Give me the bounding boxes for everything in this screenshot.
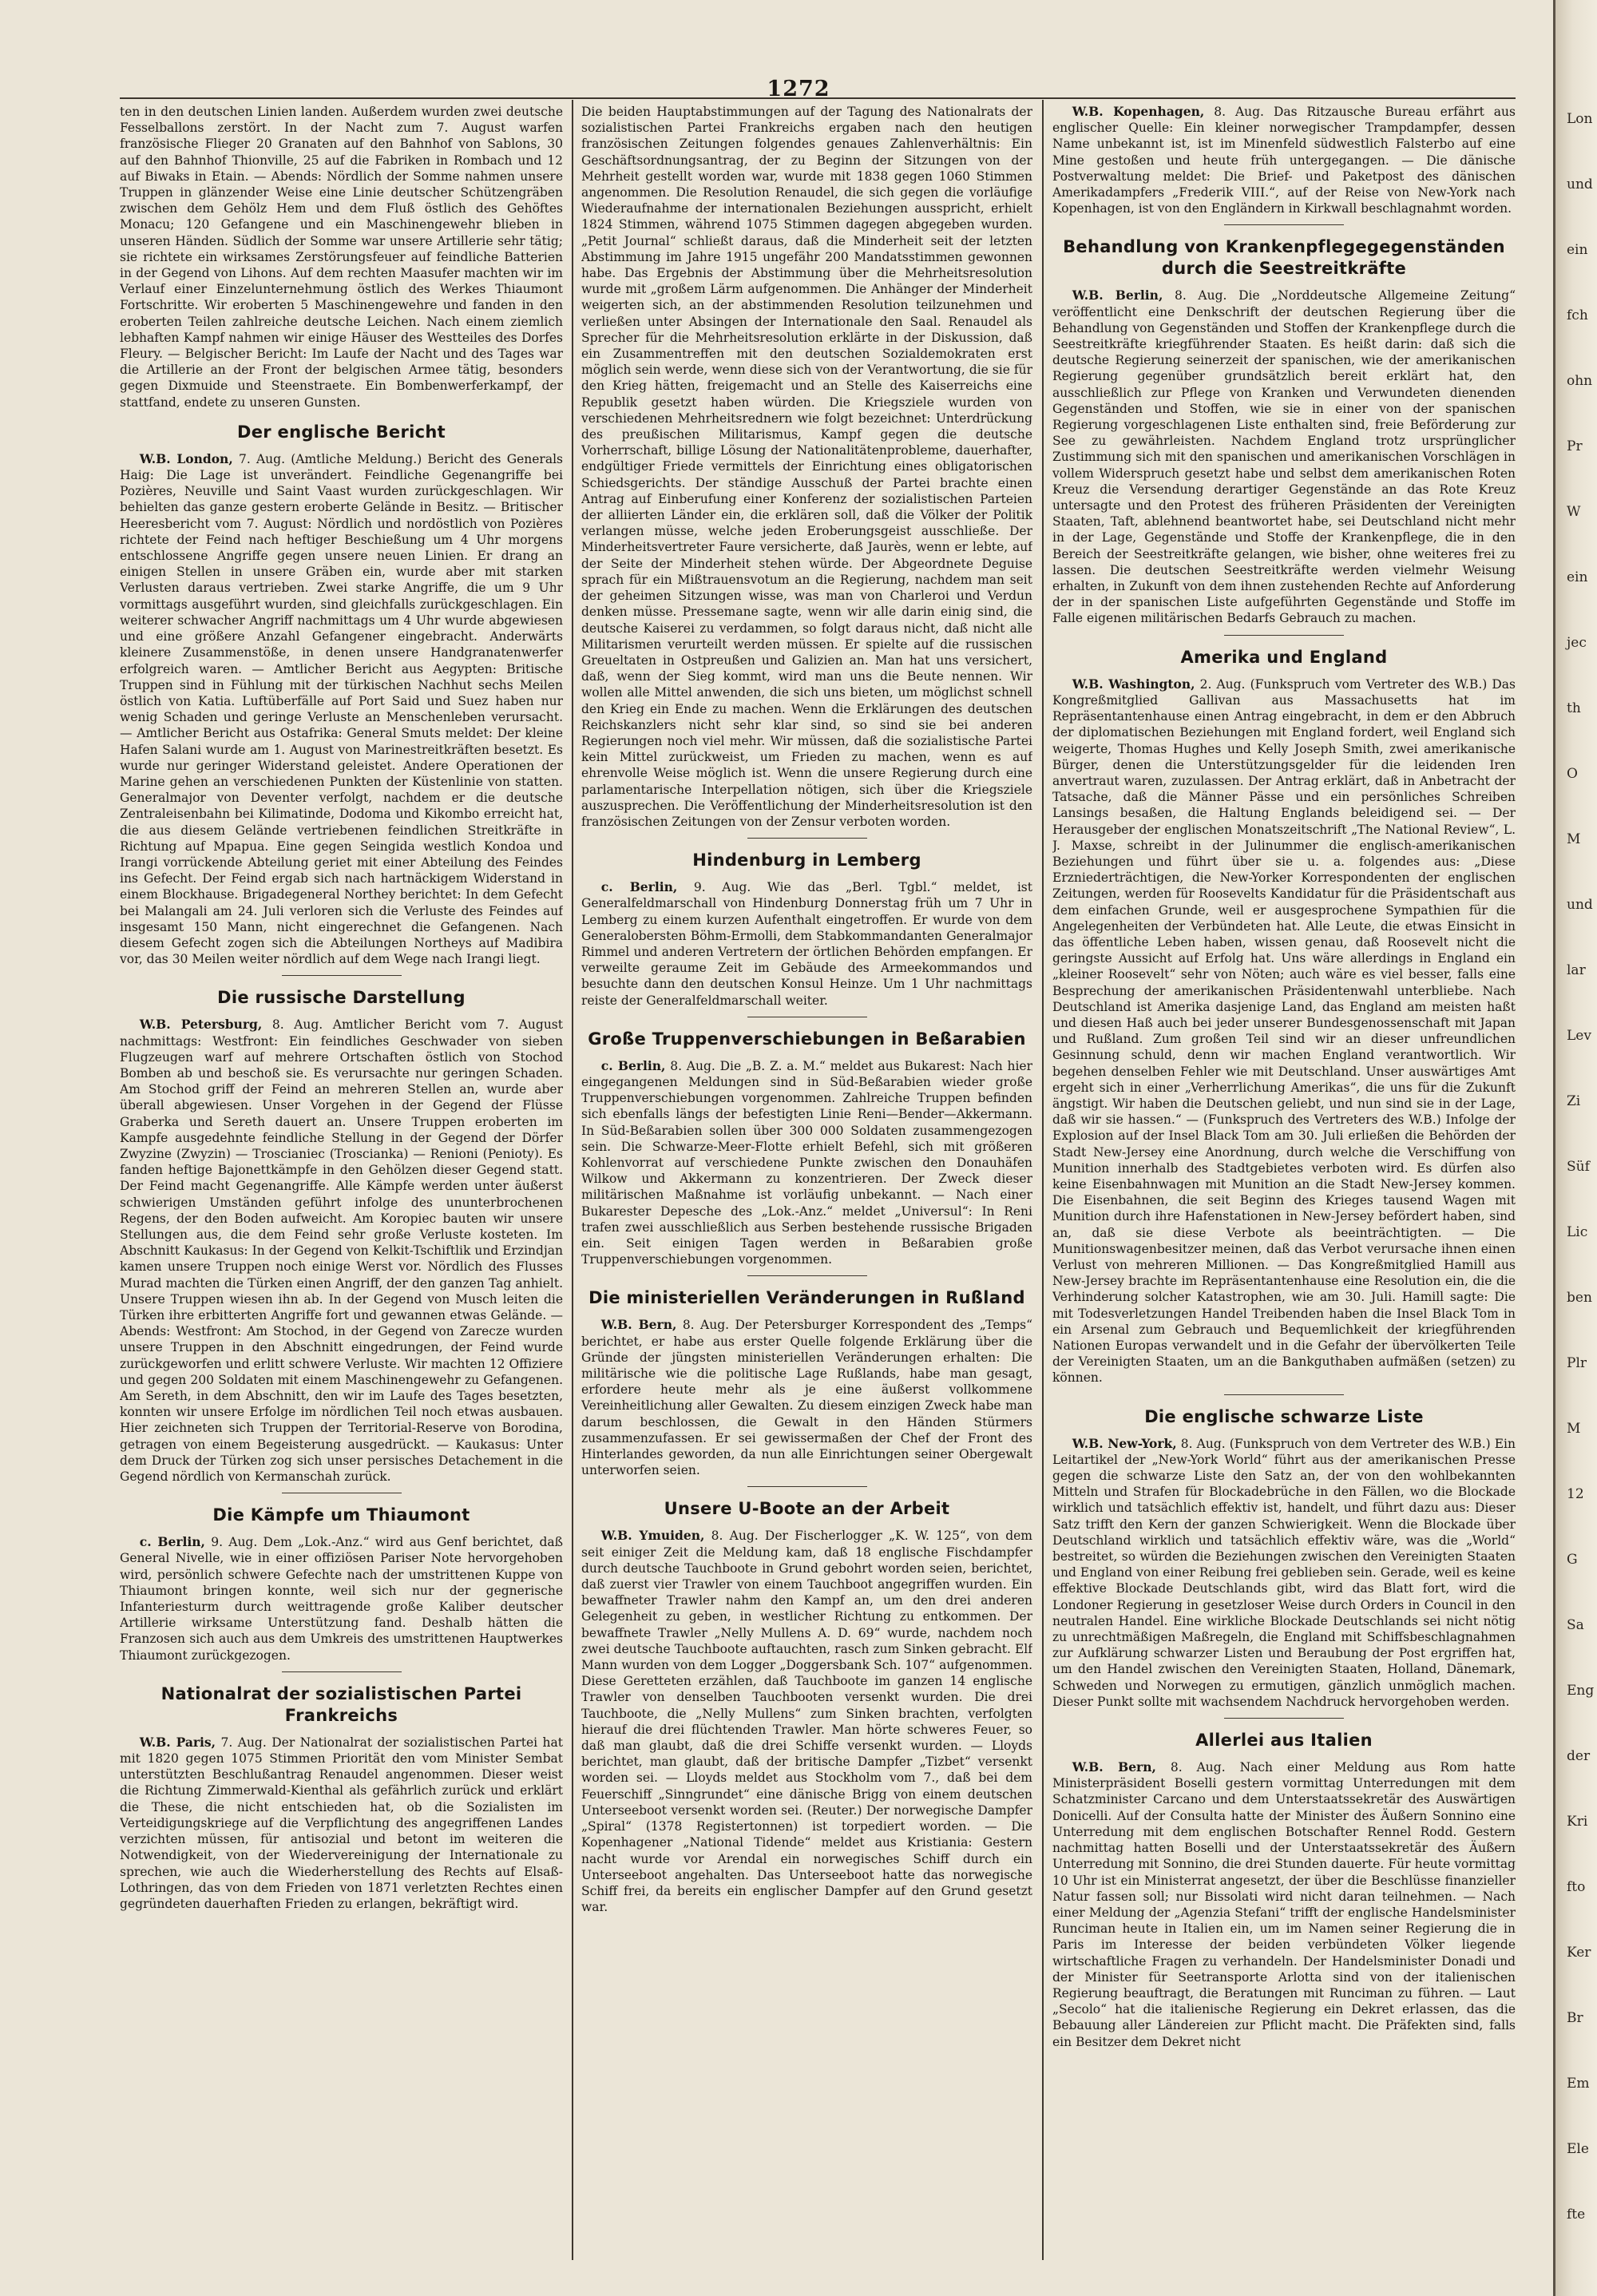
article-body: 2. Aug. (Funkspruch vom Vertreter des W.B.) Das Kongreßmitglied Gallivan aus Massachusetts hat im Repräsentantenhause einen Antrag eingebracht, in dem er den Abbruch der diplomatischen Beziehungen mit England fordert, weil England sich weigerte, Thomas Hughes und Kelly Joseph Smith, zwei amerikanische Bürger, denen die Unterstützungsgelder für die leidenden Iren anvertraut waren, zuzulassen. Der Antrag erklärt, daß in Anbetracht der Tatsache, daß die Männer Pässe und ein persönliches Schreiben Lansings besaßen, die Haltung Englands beleidigend sei. — Der Herausgeber der englischen Monatszeitschrift „The National Review“, L. J. Maxse, schreibt in der Julinummer die englisch-amerikanischen Beziehungen und führt über sie u. a. folgendes aus: „Diese Erzniederträchtigen, die New-Yorker Korrespondenten der englischen Zeitungen, werden für Roosevelts Kandidatur für die Präsidentschaft aus dem einfachen Grunde, weil er ausgesprochene Sympathien für die Angelegenheiten der Verbündeten hat. Alle Leute, die etwas Einsicht in das öffentliche Leben haben, wissen genau, daß Roosevelt nicht die geringste Aussicht auf Erfolg hat. Uns wäre allerdings in England ein „kleiner Roosevelt“ sehr von Nöten; auch wäre es viel besser, falls eine Besprechung der amerikanischen Präsidentenwahl unterbliebe. Nach Deutschland ist Amerika dasjenige Land, das England am meisten haßt und diesen Haß auch bei jeder unserer Bundesgenossenschaft mit Japan und Rußland. Zum großen Teil sind wir an dieser unfreundlichen Gesinnung schuld, denn wir machen England verantwortlich. Wir begehen denselben Fehler wie mit Deutschland. Unser auswärtiges Amt ergeht sich in einer „Verherrlichung Amerikas“, die uns für die Zukunft ängstigt. Wir haben die Deutschen geliebt, und nun sind sie in der Lage, daß wir sie hassen.“ — (Funkspruch des Vertreters des W.B.) Infolge der Explosion auf der Insel Black Tom am 30. Juli erließen die Behörden der Stadt New-Jersey eine Anordnung, durch welche die Verschiffung von Munition innerhalb des Stadtgebietes verboten wird. Es dürfen also keine Eisenbahnwagen mit Munition an die Stadt New-Jersey kommen. Die Eisenbahnen, die seit Beginn des Krieges tausend Wagen mit Munition durch ihre Hafenstationen in New-Jersey befördert haben, sind an, daß sie diese Verbote als beeinträchtigten. — Die Munitionswagenbesitzer meinen, daß das Verbot verursache ihnen einen Verlust von mehreren Millionen. — Das Kongreßmitglied Hamill aus New-Jersey brachte im Repräsentantenhause eine Resolution ein, die die Verhinderung solcher Katastrophen, wie am 30. Juli. Hamill sagte: Die mit Todesverletzungen Handel Treibenden haben die Insel Black Tom in ein Arsenal zum Gebrauch und Bequemlichkeit der kriegführenden Nationen Europas verwandelt und in die Gefahr der übervölkerten Teile der Vereinigten Staaten, um an die Bankguthaben aufmäßen (setzen) zu können. xyxy=(1052,676,1516,1386)
adjacent-page-fragment: G xyxy=(1567,1552,1578,1568)
headline-englische-bericht: Der englische Bericht xyxy=(237,422,446,442)
article-body: 7. Aug. (Amtliche Meldung.) Bericht des Generals Haig: Die Lage ist unverändert. Feindliche Gegenangriffe bei Pozières, Neuville und Saint Vaast wurden zurückgeschlagen. Wir behielten das ganze gestern eroberte Gelände in Besitz. — Britischer Heeresbericht vom 7. August: Nördlich und nordöstlich von Pozières richtete der Feind nach heftiger Beschießung um 4 Uhr morgens entschlossene Angriffe gegen unsere neuen Linien. Er drang an einigen Stellen in unsere Gräben ein, wurde aber mit starken Verlusten daraus vertrieben. Zwei starke Angriffe, die um 9 Uhr vormittags ausgeführt wurden, sind gleichfalls zurückgeschlagen. Ein weiterer schwacher Angriff nachmittags um 4 Uhr wurde abgewiesen und eine größere Anzahl Gefangener eingebracht. Anderwärts kleinere Zusammenstöße, in denen unsere Handgranatenwerfer erfolgreich waren. — Amtlicher Bericht aus Aegypten: Britische Truppen sind in Fühlung mit der türkischen Nachhut sechs Meilen östlich von Katia. Luftüberfälle auf Port Said und Suez haben nur wenig Schaden und geringe Verluste an Menschenleben verursacht. — Amtlicher Bericht aus Ostafrika: General Smuts meldet: Der kleine Hafen Salani wurde am 1. August von Marinestreitkräften besetzt. Es wurde nur geringer Widerstand geleistet. Andere Operationen der Marine gehen an verschiedenen Punkten der Küstenlinie von statten. Generalmajor von Deventer verfolgt, nachdem er die deutsche Zentraleisenbahn bei Kilimatinde, Dodoma und Kikombo erreicht hat, die aus diesem Gelände vertriebenen feindlichen Streitkräfte in Richtung auf Mpapua. Eine gegen Seingida westlich Kondoa und Irangi vorrückende Abteilung geriet mit einer Abteilung des Feindes ins Gefecht. Der Feind ergab sich nach hartnäckigem Widerstand in einem Blockhause. Brigadegeneral Northey berichtet: In dem Gefecht bei Malangali am 24. Juli verloren sich die Verluste des Feindes auf insgesamt 150 Mann, nicht eingerechnet die Gefangenen. Nach diesem Gefecht zogen sich die Abteilungen Northeys auf Madibira vor, das 30 Meilen weiter nördlich auf dem Wege nach Irangi liegt. xyxy=(120,451,563,967)
adjacent-page-fragment: fte xyxy=(1567,2207,1586,2223)
dateline: W.B. Bern, xyxy=(600,1317,677,1333)
adjacent-page-fragment: Plr xyxy=(1567,1355,1587,1371)
column-1 xyxy=(120,104,563,2260)
headline-hindenburg-lemberg: Hindenburg in Lemberg xyxy=(692,851,921,870)
dateline: c. Berlin, xyxy=(600,879,678,895)
adjacent-page-fragment: Zi xyxy=(1567,1093,1581,1109)
separator xyxy=(747,1275,867,1276)
adjacent-page-fragment: lar xyxy=(1567,962,1586,978)
adjacent-page-fragment: Lon xyxy=(1567,111,1593,127)
adjacent-page-fragment: jec xyxy=(1567,635,1587,651)
article-ministerielle-veraenderungen xyxy=(581,1317,1032,1478)
adjacent-page-fragment: W xyxy=(1567,504,1581,520)
separator xyxy=(747,1486,867,1487)
adjacent-page-fragment: Lic xyxy=(1567,1224,1588,1240)
article-kaempfe-thiaumont xyxy=(120,1534,563,1664)
adjacent-page-fragment: ein xyxy=(1567,242,1588,258)
adjacent-page-fragment: und xyxy=(1567,897,1593,913)
separator xyxy=(1224,1394,1344,1395)
article-nationalrat xyxy=(120,1735,563,1912)
adjacent-page-fragment: Ele xyxy=(1567,2141,1589,2157)
article-body: 9. Aug. Wie das „Berl. Tgbl.“ meldet, ist Generalfeldmarschall von Hindenburg Donnerstag früh um 7 Uhr in Lemberg zu einem kurzen Aufenthalt eingetroffen. Er wurde von dem Generalobersten Böhm-Ermolli, dem Stabkommandanten Generalmajor Rimmel und anderen Vertretern der örtlichen Behörden empfangen. Er verweilte geraume Zeit im Gebäude des Armeekommandos und besuchte dann den deutschen Konsul Heinze. Um 1 Uhr nachmittags reiste der Generalfeldmarschall weiter. xyxy=(581,880,1032,1008)
article-amerika-england xyxy=(1052,676,1516,1386)
adjacent-page-fragment: Kri xyxy=(1567,1814,1588,1830)
column-2 xyxy=(581,104,1032,2260)
adjacent-page-fragment: Pr xyxy=(1567,438,1583,454)
article-bessarabien xyxy=(581,1058,1032,1268)
adjacent-page-fragment: Ker xyxy=(1567,1945,1591,1961)
article-body: 7. Aug. Der Nationalrat der sozialistischen Partei hat mit 1820 gegen 1075 Stimmen Priorität den vom Minister Sembat unterstützten Beschlußantrag Renaudel angenommen. Dieser weist die Richtung Zimmerwald-Kienthal als gefährlich zurück und erklärt die These, die nicht entschieden hat, ob die Sozialisten im Verteidigungskriege auf die Verpflichtung des angegriffenen Landes verzichten müssen, für antisozial und betont im weiteren die Notwendigkeit, von der Wiedervereinigung der Internationale zu sprechen, wie auch die Wiederherstellung des Rechts auf Elsaß-Lothringen, das von dem Frieden von 1871 verletzten Rechtes einen gegründeten dauerhaften Frieden zu erlangen, bekräftigt wird. xyxy=(120,1735,563,1911)
adjacent-page-fragment: ein xyxy=(1567,569,1588,585)
adjacent-page-fragment: O xyxy=(1567,766,1578,782)
adjacent-page-edge xyxy=(1553,0,1597,2296)
adjacent-page-fragment: Lev xyxy=(1567,1028,1591,1044)
article-body: 9. Aug. Dem „Lok.-Anz.“ wird aus Genf berichtet, daß General Nivelle, wie in einer offiziösen Pariser Note hervorgehoben wird, persönlich schwere Gefechte nach der umstrittenen Kuppe von Thiaumont bringen konnte, weil sich nur der gegnerische Infanteriesturm durch weittragende große Kaliber deutscher Artillerie wirksame Unterstützung fand. Deshalb hätten die Franzosen sich auch aus dem Umkreis des umstrittenen Hauptwerkes Thiaumont zurückgezogen. xyxy=(120,1535,563,1663)
separator xyxy=(282,975,402,976)
adjacent-page-fragment: M xyxy=(1567,831,1581,847)
header-rule xyxy=(120,97,1516,99)
article-body: 8. Aug. Der Fischerlogger „K. W. 125“, von dem seit einiger Zeit die Meldung kam, daß 18 englische Fischdampfer durch deutsche Tauchboote in Grund gebohrt worden seien, berichtet, daß zuerst vier Trawler von einem Tauchboot angegriffen wurden. Ein bewaffneter Trawler nahm den Kampf an, um den drei anderen Gelegenheit zu geben, in westlicher Richtung zu entkommen. Der bewaffnete Trawler „Nelly Mullens A. D. 69“ wurde, nachdem noch zwei deutsche Tauchboote auftauchten, rasch zum Sinken gebracht. Elf Mann wurden von dem Logger „Doggersbank Sch. 107“ aufgenommen. Diese Geretteten erzählen, daß Tauchboote im ganzen 14 englische Trawler von denselben Tauchbooten versenkt wurden. Die drei Tauchboote, die „Nelly Mullens“ zum Sinken brachten, verfolgten hierauf die drei flüchtenden Trawler. Man hörte schweres Feuer, so daß man glaubt, daß die drei Schiffe versenkt wurden. — Lloyds berichtet, man glaubt, daß der britische Dampfer „Tizbet“ versenkt worden sei. — Lloyds meldet aus Stockholm vom 7., daß bei dem Feuerschiff „Sinngrundet“ eine dänische Brigg von einem deutschen Unterseeboot versenkt worden sei. (Reuter.) Der norwegische Dampfer „Spiral“ (1378 Registertonnen) ist torpediert worden. — Die Kopenhagener „National Tidende“ meldet aus Kristiania: Gestern nacht wurde vor Arendal ein norwegisches Schiff durch ein Unterseeboot angehalten. Das Unterseeboot hatte das norwegische Schiff frei, da bereits ein englischer Dampfer auf den Grund gesetzt war. xyxy=(581,1529,1032,1915)
headline-u-boote: Unsere U-Boote an der Arbeit xyxy=(664,1499,950,1519)
adjacent-page-fragment: fch xyxy=(1567,307,1588,323)
dateline: W.B. London, xyxy=(139,450,233,466)
headline-russische-darstellung: Die russische Darstellung xyxy=(217,988,466,1008)
dateline: W.B. Kopenhagen, xyxy=(1072,104,1205,119)
headline-bessarabien: Große Truppenverschiebungen in Beßarabien xyxy=(588,1029,1026,1049)
adjacent-page-fragment: Süf xyxy=(1567,1159,1590,1175)
adjacent-page-fragment: der xyxy=(1567,1748,1591,1764)
headline-krankenpflege: Behandlung von Krankenpflegegegenständen durch die Seestreitkräfte xyxy=(1063,237,1505,279)
adjacent-page-fragment: fto xyxy=(1567,1879,1586,1895)
article-body: 8. Aug. (Funkspruch von dem Vertreter des W.B.) Ein Leitartikel der „New-York World“ führt aus der amerikanischen Presse gegen die schwarze Liste den Satz an, der von den wohlbekannten Mitteln und Strafen für Blockadebrüche in den Fällen, wo die Blockade wirklich und tatsächlich effektiv ist, handelt, und führt dazu aus: Dieser Satz trifft den Kern der ganzen Schwierigkeit. Wenn die Blockade über Deutschland wirklich und tatsächlich effektiv wäre, was die „World“ bestreitet, so würden die Beziehungen zwischen den Vereinigten Staaten und England von einer Reibung frei geblieben sein. Gerade, weil es keine effektive Blockade Deutschlands gibt, wird das Blatt fort, wird die Londoner Regierung in gesetzloser Weise durch Orders in Council in den neutralen Handel. Eine wirkliche Blockade Deutschlands sei nicht nötig zu unrechtmäßigen Maßregeln, die England mit Schiffsbeschlagnahmen zur Aufklärung schwarzer Listen und Beraubung der Post ergriffen hat, um den Handel zwischen den Vereinigten Staaten, Holland, Dänemark, Schweden und Norwegen zu ermutigen, gänzlich unmöglich machen. Dieser Punkt sollte mit wachsendem Nachdruck hervorgehoben werden. xyxy=(1052,1436,1516,1709)
adjacent-page-fragment: ohn xyxy=(1567,373,1593,389)
adjacent-page-fragment: 12 xyxy=(1567,1486,1584,1502)
dateline: W.B. Ymuiden, xyxy=(600,1528,705,1544)
separator xyxy=(1224,635,1344,636)
separator xyxy=(1224,1718,1344,1719)
adjacent-page-fragment: Eng xyxy=(1567,1683,1595,1699)
article-body: 8. Aug. Die „Norddeutsche Allgemeine Zeitung“ veröffentlicht eine Denkschrift der deutschen Regierung über die Behandlung von Gegenständen und Stoffen der Krankenpflege durch die Seestreitkräfte kriegführender Staaten. Es heißt darin: daß sich die deutsche Regierung seinerzeit der spanischen, wie der amerikanischen Regierung gegenüber grundsätzlich bereit erklärt hat, den ausschließlich zur Pflege von Kranken und Verwundeten dienenden Gegenständen und Stoffen, wie sie in einer von der spanischen Regierung vorgeschlagenen Liste enthalten sind, freie Beförderung zur See zu gewährleisten. Nachdem England trotz ursprünglicher Zustimmung sich mit den spanischen und amerikanischen Vorschlägen in vollem Widerspruch gesetzt habe und selbst dem amerikanischen Roten Kreuz die Versendung derartiger Gegenstände an das Rote Kreuz untersagte und den Protest des früheren Präsidenten der Vereinigten Staaten, Taft, ablehnend beantwortet habe, sei Deutschland nicht mehr in der Lage, Gegenstände und Stoffe der Krankenpflege, die in den Bereich der Seestreitkräfte gelangen, wie bisher, ohne weiteres frei zu lassen. Die deutschen Seestreitkräfte werden vielmehr Weisung erhalten, in Zukunft von dem ihnen zustehenden Rechte auf Anforderung der in der spanischen Liste aufgeführten Gegenstände und Stoffe im Falle eigenen militärischen Bedarfs Gebrauch zu machen. xyxy=(1052,288,1516,626)
article-continuation: ten in den deutschen Linien landen. Außerdem wurden zwei deutsche Fesselballons zerstört. In der Nacht zum 7. August warfen französische Flieger 20 Granaten auf den Bahnhof von Sablons, 30 auf den Bahnhof Thionville, 25 auf die Fabriken in Rombach und 12 auf Biwaks in Etain. — Abends: Nördlich der Somme nahmen unsere Truppen in glänzender Weise eine Linie deutscher Schützengräben zwischen dem Gehölz Hem und dem Fluß östlich des Gehöftes Monacu; 120 Gefangene und ein Maschinengewehr blieben in unseren Händen. Südlich der Somme war unsere Artillerie sehr tätig; sie richtete ein wirksames Zerstörungsfeuer auf feindliche Batterien in der Gegend von Lihons. Auf dem rechten Maasufer machten wir im Verlauf einer Einzelunternehmung östlich des Werkes Thiaumont Fortschritte. Wir eroberten 5 Maschinengewehre und fanden in den eroberten Teilen zahlreiche deutsche Leichen. Nach einem ziemlich lebhaften Kampf nahmen wir einige Häuser des Westteiles des Dorfes Fleury. — Belgischer Bericht: Im Laufe der Nacht und des Tages war die Artillerie an der Front der belgischen Armee tätig, besonders gegen Dixmuide und Steenstraete. Ein Bombenwerferkampf, der stattfand, endete zu unseren Gunsten. xyxy=(120,105,563,410)
headline-ministerielle-veraenderungen: Die ministeriellen Veränderungen in Rußland xyxy=(588,1288,1025,1308)
adjacent-page-fragment: th xyxy=(1567,700,1581,716)
dateline: W.B. Berlin, xyxy=(1072,287,1163,303)
article-englische-bericht xyxy=(120,451,563,968)
headline-nationalrat: Nationalrat der sozialistischen Partei Frankreichs xyxy=(160,1683,522,1725)
adjacent-page-fragment: ben xyxy=(1567,1290,1592,1306)
article-u-boote xyxy=(581,1528,1032,1915)
column-rule-1 xyxy=(572,100,573,2260)
dateline: c. Berlin, xyxy=(139,1534,205,1550)
dateline: W.B. Paris, xyxy=(139,1734,216,1750)
article-body: 8. Aug. Die „B. Z. a. M.“ meldet aus Bukarest: Nach hier eingegangenen Meldungen sind in Süd-Beßarabien wieder große Truppenverschiebungen vorgenommen. Zahlreiche Truppen befinden sich ebenfalls längs der befestigten Linie Reni—Bender—Akkermann. In Süd-Beßarabien sollen über 300 000 Soldaten zusammengezogen sein. Die Schwarze-Meer-Flotte erhielt Befehl, sich mit größeren Kohlenvorrat auf verschiedene Punkte zwischen den Donauhäfen Wilkow und Akkermann zu konzentrieren. Der Zweck dieser militärischen Maßnahme ist vorläufig unbekannt. — Nach einer Bukarester Depesche des „Lok.-Anz.“ meldet „Universul“: In Reni trafen zwei ausschließlich aus Serben bestehende russische Brigaden ein. Seit einigen Tagen werden in Beßarabien große Truppenverschiebungen vorgenommen. xyxy=(581,1058,1032,1267)
headline-kaempfe-thiaumont: Die Kämpfe um Thiaumont xyxy=(212,1505,470,1525)
article-schwarze-liste xyxy=(1052,1436,1516,1710)
article-body: 8. Aug. Das Ritzausche Bureau erfährt aus englischer Quelle: Ein kleiner norwegischer Trampdampfer, dessen Name unbekannt ist, ist im Minenfeld südwestlich Falsterbo auf eine Mine gestoßen und heute früh untergegangen. — Die dänische Postverwaltung meldet: Die Brief- und Paketpost des dänischen Amerikadampfers „Frederik VIII.“, auf der Reise von New-York nach Kopenhagen, ist von den Engländern in Kirkwall beschlagnahmt worden. xyxy=(1052,105,1516,216)
headline-amerika-england: Amerika und England xyxy=(1180,647,1388,667)
adjacent-page-fragment: Sa xyxy=(1567,1617,1584,1633)
page-number: 1272 xyxy=(767,77,830,101)
article-body: 8. Aug. Der Petersburger Korrespondent des „Temps“ berichtet, er habe aus erster Quelle folgende Erklärung über die Gründe der jüngsten ministeriellen Veränderungen erhalten: Die militärische wie die politische Lage Rußlands, habe man gesagt, erfordere heute mehr als je eine äußerst vollkommene Vereinheitlichung aller Gewalten. Zu diesem einzigen Zweck habe man darum beschlossen, die Gewalt in den Händen Stürmers zusammenzufassen. Er sei gewissermaßen der Chef der Front des Hinterlandes geworden, da nun alle Einrichtungen seiner Obergewalt unterworfen seien. xyxy=(581,1318,1032,1478)
article-russische-darstellung xyxy=(120,1017,563,1485)
article-italien xyxy=(1052,1759,1516,2050)
article-body: 8. Aug. Amtlicher Bericht vom 7. August nachmittags: Westfront: Ein feindliches Geschwader von sieben Flugzeugen warf auf mehrere Ortschaften östlich von Stochod Bomben ab und beschoß sie. Es verursachte nur geringen Schaden. Am Stochod griff der Feind an mehreren Stellen an, wurde aber überall abgewiesen. Unser Vorgehen in der Gegend der Flüsse Graberka und Sereth dauert an. Unsere Truppen eroberten im Kampfe ausgedehnte feindliche Stellung in der Gegend der Dörfer Zwyzine (Zwyzin) — Troscianiec (Troscianka) — Renioni (Penioty). Es fanden heftige Bajonettkämpfe in den Gehölzen dieser Gegend statt. Der Feind macht Gegenangriffe. Alle Kämpfe werden unter äußerst schwierigen Umständen geführt infolge des ununterbrochenen Regens, der den Boden aufweicht. Am Koropiec bauten wir unsere Stellungen aus, die dem Feind sehr große Verluste kosteten. Im Abschnitt Kaukasus: In der Gegend von Kelkit-Tschiftlik und Erzindjan kamen unsere Truppen noch einige Werst vor. Nördlich des Flusses Murad machten die Türken einen Angriff, der den ganzen Tag anhielt. Unsere Truppen wiesen ihn ab. In der Gegend von Musch leiten die Türken ihre erbitterten Angriffe fort und gewannen etwas Gelände. — Abends: Westfront: Am Stochod, in der Gegend von Zarecze wurden unsere Truppen in den Abschnitt eingedrungen, der Feind wurde zurückgeworfen und erlitt schwere Verluste. Wir machten 12 Offiziere und gegen 200 Soldaten mit einem Maschinengewehr zu Gefangenen. Am Sereth, in dem Abschnitt, den wir im Laufe des Tages besetzten, konnten wir unsere Erfolge im nördlichen Teil noch etwas ausbauen. Hier zeichneten sich Truppen der Territorial-Reserve von Borodina, getragen von einem Begeisterung ausgedrückt. — Kaukasus: Unter dem Druck der Türken zog sich unser persisches Detachement in die Gegend nördlich von Kermanschah zurück. xyxy=(120,1017,563,1485)
headline-schwarze-liste: Die englische schwarze Liste xyxy=(1144,1406,1424,1426)
article-body: 8. Aug. Nach einer Meldung aus Rom hatte Ministerpräsident Boselli gestern vormittag Unterredungen mit dem Schatzminister Carcano und dem Unterstaatssekretär des Auswärtigen Donicelli. Auf der Consulta hatte der Minister des Äußern Sonnino eine Unterredung mit dem englischen Botschafter Rennel Rodd. Gestern nachmittag hatten Boselli und der Unterstaatssekretär des Äußern Unterredung mit Sonnino, die drei Stunden dauerte. Für heute vormittag 10 Uhr ist ein Ministerrat angesetzt, der über die Beschlüsse finanzieller Natur fassen soll; nur Bissolati wird nicht daran teilnehmen. — Nach einer Meldung der „Agenzia Stefani“ trifft der englische Handelsminister Runciman heute in Italien ein, um im Namen seiner Regierung die in Paris im Interesse der beiden verbündeten Völker liegende wirtschaftliche Fragen zu verhandeln. Der Handelsminister Donadi und der Minister für Seetransporte Arlotta sind von der italienischen Regierung beauftragt, die Beratungen mit Runciman zu führen. — Laut „Secolo“ hat die italienische Regierung ein Dekret erlassen, das die Bebauung aller Ländereien zur Pflicht macht. Die Präfekten sind, falls ein Besitzer dem Dekret nicht xyxy=(1052,1760,1516,2049)
separator xyxy=(747,838,867,839)
article-hindenburg-lemberg xyxy=(581,879,1032,1009)
column-rule-2 xyxy=(1042,100,1044,2260)
dateline: W.B. Washington, xyxy=(1072,676,1195,692)
adjacent-page-fragment: M xyxy=(1567,1421,1581,1437)
article-krankenpflege xyxy=(1052,287,1516,626)
article-continuation: Die beiden Hauptabstimmungen auf der Tagung des Nationalrats der sozialistischen Partei Frankreichs ergaben nach den heutigen französischen Zeitungen folgendes genaues Zahlenverhältnis: Ein Geschäftsordnungsantrag, der zu Beginn der Sitzungen von der Mehrheit gestellt worden war, wurde mit 1838 gegen 1060 Stimmen angenommen. Die Resolution Renaudel, die sich gegen die vorläufige Wiederaufnahme der internationalen Beziehungen ausspricht, erhielt 1824 Stimmen, während 1075 Stimmen dagegen abgegeben wurden. „Petit Journal“ schließt daraus, daß die Minderheit seit der letzten Abstimmung im Jahre 1915 ungefähr 200 Mandatsstimmen gewonnen habe. Das Ergebnis der Abstimmung über die Mehrheitsresolution wurde mit „großem Lärm aufgenommen. Die Anhänger der Minderheit weigerten sich, an der abstimmenden Resolution teilzunehmen und verließen unter Absingen der Internationale den Saal. Renaudel als Sprecher für die Mehrheitsresolution erklärte in der Diskussion, daß ein Zusammentreffen mit den deutschen Sozialdemokraten erst möglich sein werde, wenn diese sich von der Verantwortung, die sie für den Krieg hätten, freigemacht und an Stelle des Kaiserreichs eine Republik gesetzt haben würden. Die Kriegsziele wurden von verschiedenen Mehrheitsrednern wie folgt bezeichnet: Unterdrückung des preußischen Militarismus, Kampf gegen die deutsche Vorherrschaft, billige Lösung der Nationalitätenprobleme, dauerhafter, endgültiger Friede vermittels der Einrichtung eines obligatorischen Schiedsgerichts. Der ständige Ausschuß der Partei brachte einen Antrag auf Einberufung einer Konferenz der sozialistischen Parteien der alliierten Länder ein, die erklären soll, daß die Völker der Politik verlangen müsse, welche jeden Eroberungsgeist ausschließe. Der Minderheitsvertreter Faure versicherte, daß Jaurès, wenn er lebte, auf der Seite der Minderheit stehen würde. Der Abgeordnete Deguise sprach für ein Mißtrauensvotum an die Regierung, nachdem man seit der geheimen Sitzungen wisse, was man von Charleroi und Verdun denken müsse. Pressemane sagte, wenn wir alle darin einig sind, die deutsche Kaiserei zu verdammen, so folgt daraus nicht, daß nicht alle Militarismen verurteilt werden müssen. Er spielte auf die russischen Greueltaten in Ostpreußen und Galizien an. Man hat uns versichert, daß, wenn der Sieg kommt, wird man uns die Beute nennen. Wir wollen alle Mittel anwenden, die sich uns bieten, um möglichst schnell den Krieg ein Ende zu machen. Wenn die Erklärungen des deutschen Reichskanzlers nicht sehr klar sind, so sind sie bei anderen Regierungen noch viel mehr. Wir müssen, daß die sozialistische Partei kein Mittel zurückweist, um Frieden zu machen, wenn es auf ehrenvolle Weise möglich ist. Wenn die unsere Regierung durch eine parlamentarische Interpellation nötigen, sich über die Kriegsziele auszusprechen. Die Veröffentlichung der Minderheitsresolution ist den französischen Zeitungen von der Zensur verboten worden. xyxy=(581,105,1032,829)
separator xyxy=(282,1671,402,1672)
dateline: W.B. New-York, xyxy=(1072,1435,1177,1451)
adjacent-page-fragment: Em xyxy=(1567,2076,1590,2092)
article-kopenhagen xyxy=(1052,104,1516,216)
separator xyxy=(1224,224,1344,225)
dateline: W.B. Petersburg, xyxy=(139,1017,263,1033)
column-3 xyxy=(1052,104,1516,2260)
adjacent-page-fragment: Br xyxy=(1567,2010,1583,2026)
adjacent-page-fragment: und xyxy=(1567,176,1593,192)
dateline: c. Berlin, xyxy=(600,1057,666,1073)
headline-italien: Allerlei aus Italien xyxy=(1195,1731,1373,1751)
dateline: W.B. Bern, xyxy=(1072,1759,1156,1775)
